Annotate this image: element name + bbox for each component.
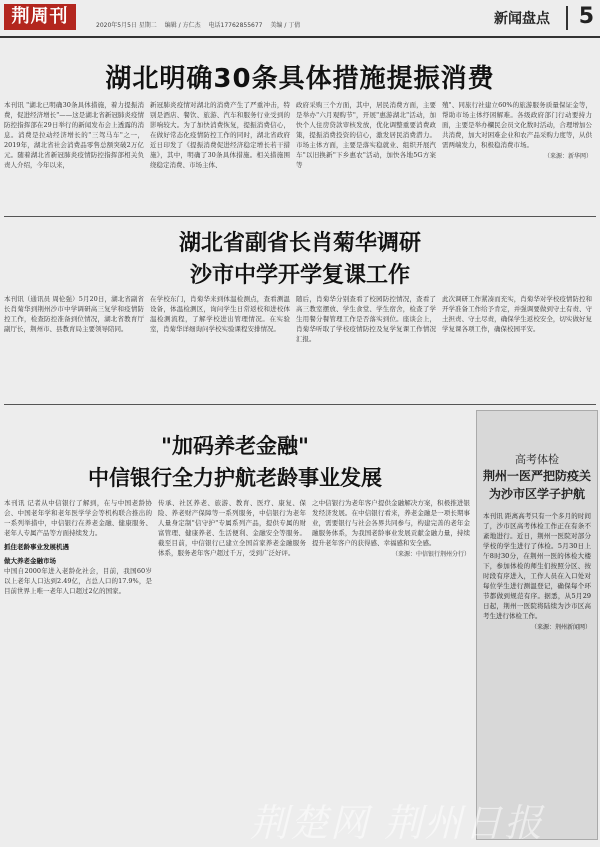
designer: 美编 / 丁倩 bbox=[270, 22, 301, 29]
article2-headline-1: 湖北省副省长肖菊华调研 bbox=[178, 231, 421, 256]
sidebar-headline-2: 为沙市区学子护航 bbox=[488, 487, 585, 501]
page-header bbox=[0, 0, 600, 38]
article1-col4 bbox=[442, 100, 592, 210]
article3-headline-1: "加码养老金融" bbox=[161, 434, 309, 458]
article3-subhead-2: 做大养老金融市场 bbox=[4, 557, 56, 565]
section-title: 新闻盘点 bbox=[494, 11, 550, 27]
divider bbox=[4, 216, 596, 217]
page-divider bbox=[566, 6, 568, 30]
divider bbox=[4, 404, 596, 405]
article1-col4-text: 殖"、同旅行社建立60%的旅游服务质量保证金等，帮助市场主体纾困解难。各级政府部门行动要持力面，主要是举办欄民会员文化数时活动，合理增加公共消费，加大对困难企业和农产品采购力度等，从供需两端发力，积极稳消费市场。 bbox=[442, 101, 592, 149]
article2-col1: 本刊讯（通讯员 周伦强）5月20日，湖北省副省长肖菊华到荆州沙市中学调研高三复学和疫情防控工作，检查防控准备到位情况，湖北省教育厅副厅长，荆州市、县教育局主要领导陪同。 bbox=[4, 295, 144, 333]
article2-col3: 随后，肖菊华分别查看了校园防控情况，查看了高三教室摆放、学生食堂、学生宿舍，检查了学生用餐分餐管理工作是否落实到位。座谈会上，肖菊华听取了学校疫情防控及复学复课工作情况汇报。 bbox=[296, 295, 436, 343]
article2-col4: 此次调研工作紧凑而充实，肖菊华对学校疫情防控和开学准备工作给予肯定，并强调要做到守土有责、守土担责、守土尽责，确保学生返校安全，切实做好复学复课各项工作，确保校园平安。 bbox=[442, 295, 592, 333]
article3-source: （来源：中信银行荆州分行） bbox=[391, 551, 470, 558]
article1-source: （来源：新华网） bbox=[543, 153, 592, 160]
sidebar-kicker: 高考体检 bbox=[515, 453, 559, 466]
article3-col3 bbox=[312, 498, 470, 838]
article3-subhead-1: 抓住老龄事业发展机遇 bbox=[4, 543, 69, 551]
article3-col1 bbox=[4, 498, 152, 838]
article3-headline-2: 中信银行全力护航老龄事业发展 bbox=[88, 466, 382, 490]
sidebar-headline-1: 荆州一医严把防疫关 bbox=[482, 469, 591, 483]
article1-col2: 新冠肺炎疫情对湖北的消费产生了严重冲击，特别是酒店、餐饮、旅游、汽车和服务行业受到的影响较大。为了加快消费恢复，提振消费信心，在做好常态化疫情防控工作的同时，湖北省政府近日印发了《提振消费促进经济稳定增长若干措施》，其中，明确了30条具体措施。相关措施围绕稳定消费、市场主体、 bbox=[150, 101, 290, 169]
article2-headline-2: 沙市中学开学复课工作 bbox=[189, 263, 410, 288]
watermark: 荆楚网 荆州日报 bbox=[250, 801, 545, 845]
sidebar-body-text: 本刊讯 距离高考只有一个多月的时间了，沙市区高考体检工作正在有条不紊地进行。近日，荆州一医院对部分学校的学生进行了体检。5月30日上午8时30分，在荆州一医的体检大楼下，参加体检的师生们按照分区、按时段有序进入，工作人员在入口处对每位学生进行测温登记，确保每个环节都做到规范有序。据悉，从5月29日起，荆州一医院将陆续为沙市区高考生进行体检工作。 bbox=[483, 512, 591, 620]
page-number: 5 bbox=[578, 4, 594, 29]
article3-col1b-text: 中国自2000年进入老龄化社会，目前，我国60岁以上老年人口达到2.49亿，占总人口的17.9%，是目前世界上唯一老年人口超过2亿的国家。 bbox=[4, 567, 152, 595]
article3-col2: 传承、社区养老、旅游、教育、医疗、康复、保险、养老财产保障等一系列服务，中信银行为老年人量身定制"信守护"专属系列产品，提供专属的财富管理、健康养老、生活便利、金融安全等服务。截至目前，中信银行已建立全国首家养老金融服务体系，服务老年客户超过千万，受到广泛好评。 bbox=[158, 499, 306, 557]
article2-col2: 在学校东门，肖菊华来到体温检测点，查看测温设备，体温检测区，询问学生日常返校和进校体温检测流程，了解学校进出管理情况。在实验室，肖菊华详细询问学校实验课程安排情况。 bbox=[150, 295, 290, 333]
publication-logo: 荆周刊 bbox=[4, 4, 76, 30]
issue-date: 2020年5月5日 星期二 bbox=[96, 22, 157, 29]
phone: 电话17762855677 bbox=[208, 22, 263, 29]
editor: 编辑 / 方仁杰 bbox=[164, 22, 201, 29]
issue-meta bbox=[96, 20, 306, 29]
article3-col1-text: 本刊讯 记者从中信银行了解到，在与中国老龄协会、中国老年学和老年医学学会等机构联合推出的一系列举措中，中信银行在养老金融、健康服务、老年人专属产品等方面持续发力。 bbox=[4, 499, 152, 537]
article1-headline: 湖北明确30条具体措施提振消费 bbox=[105, 64, 495, 94]
sidebar-source: （来源：荆州新闻网） bbox=[530, 624, 591, 631]
sidebar-box bbox=[476, 410, 598, 840]
article3-col3-text: 之中信银行为老年客户提供金融解决方案，积极推进银发经济发展。在中信银行看来，养老金融是一项长期事业，需要银行与社会各界共同参与，构建完善的老年金融服务体系，为我国老龄事业发展贡献金融力量，持续提升老年客户的获得感、幸福感和安全感。 bbox=[312, 499, 470, 547]
article1-col1: 本刊讯 "湖北已明确30条具体措施，着力提振消费，促进经济增长"——这是湖北省新冠肺炎疫情防控指挥部在29日举行的新闻发布会上透露的消息。消费是拉动经济增长的"三驾马车"之一，2019年，湖北省社会消费品零售总额突破2万亿元。随着湖北省新冠肺炎疫情防控指挥部相关负责人介绍，今年以来， bbox=[4, 101, 144, 169]
article1-col3: 政府采购三个方面，其中，居民消费方面，主要是举办"六月观购节"，开展"惠游湖北"活动，加快个人住房贷款审核发放，优化调整重要消费政策，提振消费投资的信心，激发居民消费潜力。市场主体方面，主要是落实稳就业、组织开展汽车"以旧换新"下乡惠农"活动，加快各地5G方案等 bbox=[296, 101, 436, 169]
sidebar-body bbox=[483, 511, 591, 833]
